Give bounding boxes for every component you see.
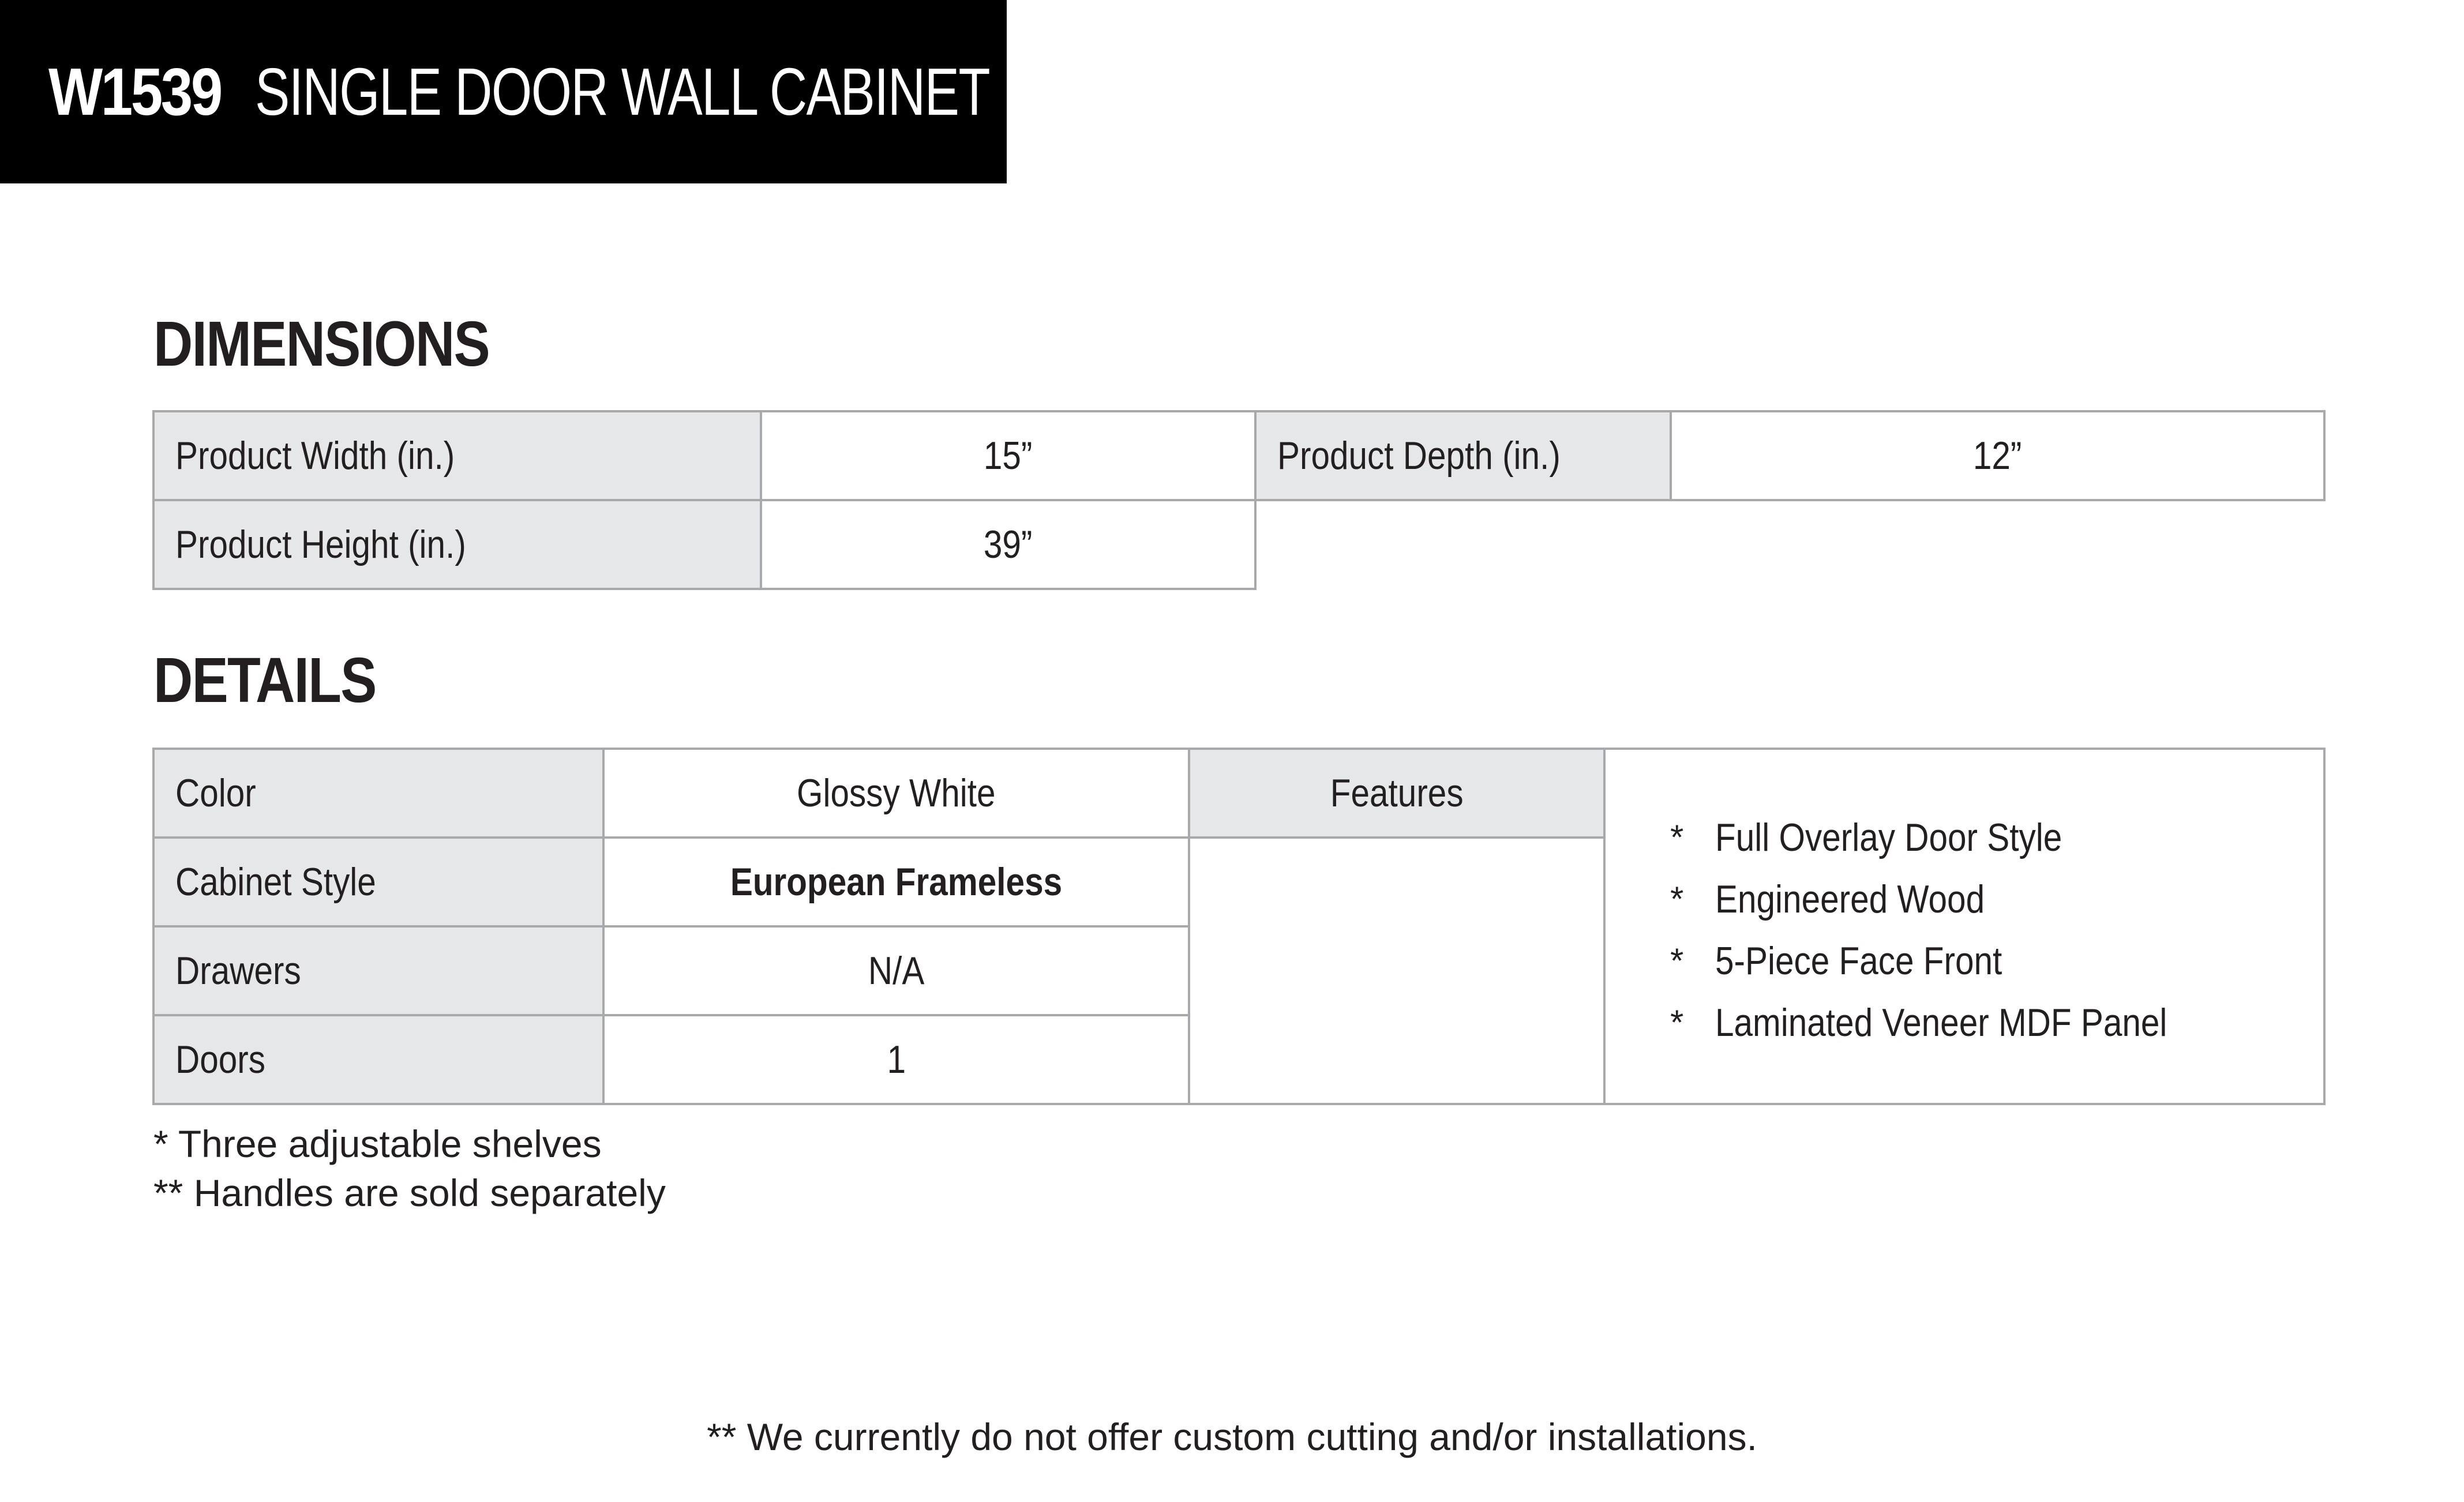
footer-note: ** We currently do not offer custom cutting and/or installations. — [707, 1415, 1757, 1458]
product-width-value-cell — [760, 410, 1257, 501]
product-depth-label-cell — [1254, 410, 1672, 501]
drawers-value-cell — [602, 925, 1190, 1016]
feature-bullet: * — [1670, 880, 1684, 918]
feature-item — [1670, 930, 2241, 992]
cabinet-style-label-cell — [152, 836, 605, 928]
color-value: Glossy White — [797, 771, 996, 815]
feature-bullet: * — [1670, 941, 1684, 980]
product-height-label: Product Height (in.) — [175, 523, 466, 566]
details-heading: DETAILS — [153, 645, 376, 716]
feature-text: 5-Piece Face Front — [1715, 938, 2002, 983]
feature-item — [1670, 992, 2241, 1053]
handles-note: ** Handles are sold separately — [153, 1171, 666, 1214]
feature-item — [1670, 868, 2241, 930]
drawers-label: Drawers — [175, 949, 301, 993]
color-label-cell — [152, 748, 605, 839]
feature-bullet: * — [1670, 818, 1684, 857]
features-empty-cell — [1188, 836, 1606, 1105]
product-width-label-cell — [152, 410, 762, 501]
product-height-value-cell — [760, 499, 1257, 590]
shelves-note: * Three adjustable shelves — [153, 1122, 602, 1165]
product-width-value: 15” — [984, 434, 1033, 478]
features-list — [1670, 806, 2241, 1053]
product-depth-value-cell — [1670, 410, 2326, 501]
header-bar — [0, 0, 1007, 183]
doors-label: Doors — [175, 1038, 265, 1082]
features-label-cell — [1188, 748, 1606, 839]
feature-text: Laminated Veneer MDF Panel — [1715, 1000, 2167, 1045]
doors-value: 1 — [887, 1038, 906, 1082]
drawers-value: N/A — [868, 949, 925, 993]
features-label: Features — [1330, 771, 1464, 815]
product-depth-value: 12” — [1973, 434, 2022, 478]
feature-bullet: * — [1670, 1003, 1684, 1042]
product-height-value: 39” — [984, 523, 1033, 566]
feature-text: Full Overlay Door Style — [1715, 815, 2062, 859]
cabinet-style-value-cell — [602, 836, 1190, 928]
drawers-label-cell — [152, 925, 605, 1016]
product-depth-label: Product Depth (in.) — [1277, 434, 1561, 478]
model-code: W1539 — [48, 54, 221, 129]
doors-label-cell — [152, 1014, 605, 1105]
product-title: SINGLE DOOR WALL CABINET — [255, 54, 990, 129]
feature-text: Engineered Wood — [1715, 877, 1985, 921]
dimensions-heading: DIMENSIONS — [153, 309, 490, 380]
cabinet-style-value: European Frameless — [730, 860, 1063, 904]
feature-item — [1670, 806, 2241, 868]
product-width-label: Product Width (in.) — [175, 434, 455, 478]
product-height-label-cell — [152, 499, 762, 590]
color-label: Color — [175, 771, 256, 815]
doors-value-cell — [602, 1014, 1190, 1105]
cabinet-style-label: Cabinet Style — [175, 860, 376, 904]
color-value-cell — [602, 748, 1190, 839]
